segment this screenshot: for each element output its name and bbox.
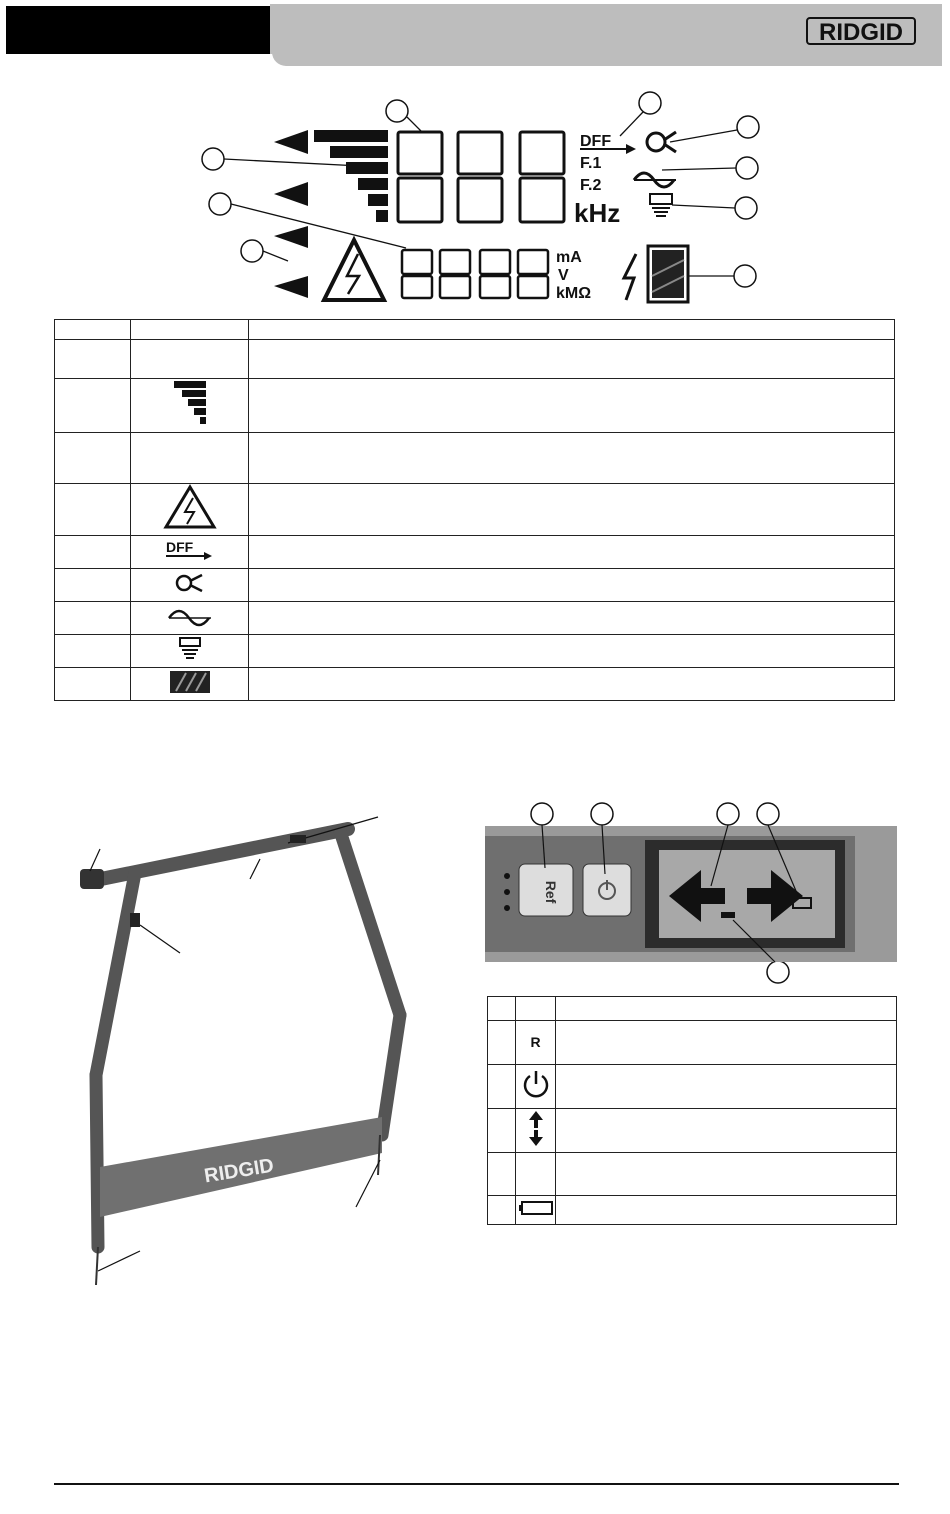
callout-panel-3 xyxy=(717,803,739,825)
signal-strength-bars xyxy=(314,130,388,222)
callout-panel-5 xyxy=(767,961,789,983)
electric-hazard-warning-icon xyxy=(163,484,217,530)
frequency-labels xyxy=(574,133,620,228)
footer-rule xyxy=(54,1483,899,1485)
callout-4 xyxy=(202,148,224,170)
lightning-icon xyxy=(624,254,636,300)
callout-8 xyxy=(241,240,263,262)
callout-2 xyxy=(639,92,661,114)
table-row xyxy=(55,668,895,701)
up-down-arrows-icon xyxy=(526,1109,546,1147)
ref-letter-icon: R xyxy=(530,1033,541,1050)
khz-label: kHz xyxy=(574,198,621,228)
header-black-bar xyxy=(6,6,272,54)
hazard-triangle-icon xyxy=(324,240,384,300)
table-row xyxy=(488,1196,897,1225)
kmohm-label: kMΩ xyxy=(556,285,592,302)
table-row xyxy=(55,320,895,340)
induction-wave-icon xyxy=(165,604,215,628)
dff-arrow-icon xyxy=(164,538,216,562)
a-frame-photo xyxy=(60,805,460,1290)
table-row xyxy=(55,569,895,602)
small-seven-segment-digits xyxy=(402,250,548,298)
ridgid-logo xyxy=(806,16,918,46)
table-row xyxy=(55,602,895,635)
callout-panel-1 xyxy=(531,803,553,825)
logo-text: RIDGID xyxy=(819,19,903,46)
ref-button-label: Ref xyxy=(543,880,559,904)
speaker-volume-icon xyxy=(178,636,202,662)
table-row xyxy=(55,379,895,433)
signal-strength-bars-icon xyxy=(170,379,210,427)
callout-7 xyxy=(735,197,757,219)
callout-1 xyxy=(386,100,408,122)
unit-labels xyxy=(556,249,591,302)
lcd-display-diagram xyxy=(190,86,770,308)
large-seven-segment-digits xyxy=(398,132,564,222)
callout-6 xyxy=(209,193,231,215)
control-panel-table xyxy=(487,996,897,1225)
table-row xyxy=(55,484,895,536)
f2-label: F.2 xyxy=(580,177,602,194)
frame-brand-text: RIDGID xyxy=(202,1154,276,1188)
v-label: V xyxy=(558,267,569,284)
callout-5 xyxy=(736,157,758,179)
callout-9 xyxy=(734,265,756,287)
battery-icon xyxy=(648,246,688,302)
table-row xyxy=(55,536,895,569)
control-panel-photo xyxy=(485,800,897,986)
svg-text:DFF: DFF xyxy=(165,538,193,555)
speaker-volume-icon xyxy=(650,194,672,216)
direction-arrows xyxy=(274,130,308,298)
callout-3 xyxy=(737,116,759,138)
table-row xyxy=(488,1153,897,1196)
battery-level-icon xyxy=(168,669,212,695)
battery-outline-icon xyxy=(518,1199,554,1217)
clamp-icon xyxy=(170,571,210,595)
table-row xyxy=(488,1109,897,1153)
table-row xyxy=(55,340,895,379)
table-row xyxy=(488,997,897,1021)
header-gray-tab xyxy=(272,52,942,66)
callout-panel-2 xyxy=(591,803,613,825)
table-row xyxy=(55,433,895,484)
f1-label: F.1 xyxy=(580,155,602,172)
power-icon xyxy=(521,1068,551,1100)
lcd-icon-table xyxy=(54,319,895,701)
dff-label: DFF xyxy=(580,133,612,150)
table-row xyxy=(488,1021,897,1065)
callout-panel-4 xyxy=(757,803,779,825)
table-row xyxy=(488,1065,897,1109)
table-row xyxy=(55,635,895,668)
ma-label: mA xyxy=(556,249,582,266)
